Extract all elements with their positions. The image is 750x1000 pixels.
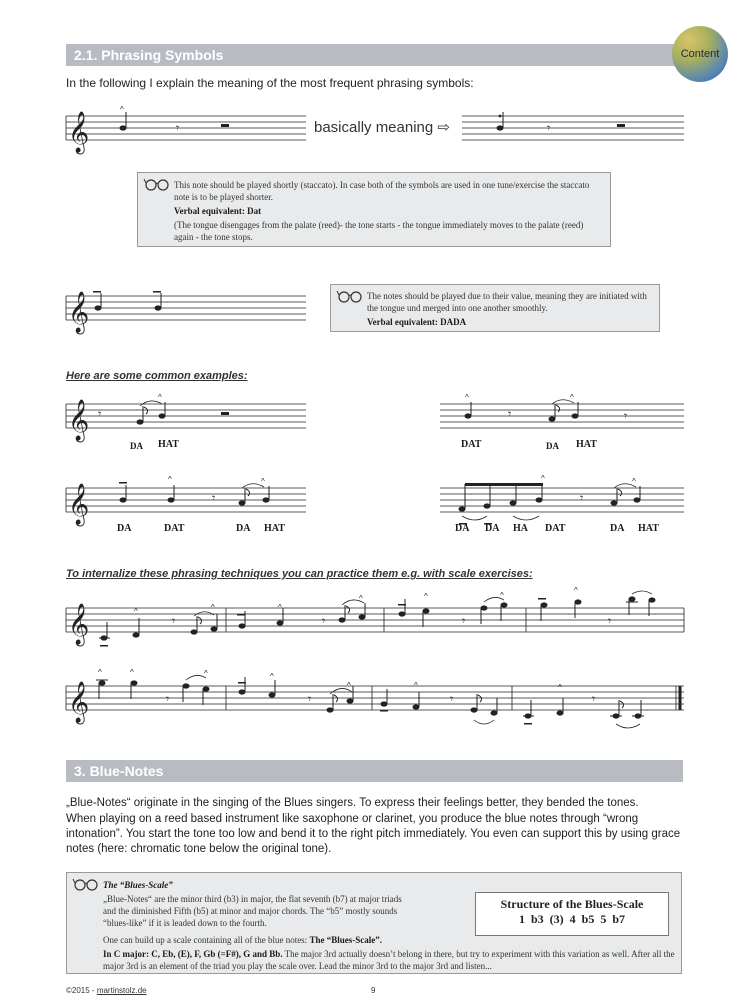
structure-value: 1 b3 (3) 4 b5 5 b7 <box>518 912 625 926</box>
svg-text:^: ^ <box>204 669 208 678</box>
tenuto-text: The notes should be played due to their value, meaning they are initiated with the tongue und merged into one another smoothly. <box>367 291 647 313</box>
svg-text:^: ^ <box>414 681 418 690</box>
svg-text:^: ^ <box>465 393 469 402</box>
blues-scale-explanation: The major 3rd actually doesn’t belong in there, but try to experiment with this variation as well. After all the major 3rd is an element of the triad you play the scale over. Lead the minor 3rd to the major 3rd and listen... <box>103 949 675 971</box>
copyright-text: ©2015 - <box>66 986 97 995</box>
svg-text:𝄾: 𝄾 <box>322 614 326 628</box>
content-button[interactable]: Content <box>672 26 728 82</box>
svg-text:^: ^ <box>570 393 574 402</box>
tenuto-verbal-value: DADA <box>440 317 467 327</box>
staff-accent-notes <box>66 106 306 152</box>
svg-text:𝄾: 𝄾 <box>592 692 596 706</box>
syllable: HAT <box>638 523 659 534</box>
svg-text:𝄾: 𝄾 <box>166 692 170 706</box>
syllable: HAT <box>576 439 597 450</box>
scale-exercise-staff-1 <box>66 586 684 660</box>
svg-text:𝄞: 𝄞 <box>68 484 90 525</box>
glasses-icon <box>144 177 170 191</box>
syllable: DAT <box>545 523 566 534</box>
blues-scale-structure-box <box>475 892 669 936</box>
scale-exercise-staff-2 <box>66 668 684 738</box>
svg-text:^: ^ <box>541 474 545 483</box>
svg-text:^: ^ <box>270 672 274 681</box>
blues-scale-build-text: One can build up a scale containing all of the blue notes: <box>103 935 310 945</box>
blue-notes-para-1: „Blue-Notes“ originate in the singing of the Blues singers. To express their feelings better, they bended the tones. <box>66 797 639 809</box>
svg-text:^: ^ <box>500 591 504 600</box>
blues-scale-name: The “Blues-Scale”. <box>309 935 382 945</box>
syllable: HAT <box>264 523 285 534</box>
blues-scale-title: The “Blues-Scale” <box>103 880 173 890</box>
glasses-icon <box>337 289 363 303</box>
scale-exercise-heading: To internalize these phrasing techniques you can practice them e.g. with scale exercises: <box>66 568 533 580</box>
syllable: DA <box>485 523 500 534</box>
glasses-icon <box>73 877 99 891</box>
svg-text:𝄾: 𝄾 <box>547 121 551 135</box>
staccato-verbal-equivalent: Verbal equivalent: Dat <box>174 206 262 216</box>
staff-tenuto-notes <box>66 286 306 332</box>
svg-text:^: ^ <box>211 603 215 612</box>
intro-text: In the following I explain the meaning of the most frequent phrasing symbols: <box>66 76 474 90</box>
staccato-info-box <box>137 172 611 247</box>
staccato-explanation: (The tongue disengages from the palate (reed)- the tone starts - the tongue immediately moves to the palate (reed) again - the tone stops. <box>174 220 584 242</box>
svg-text:^: ^ <box>424 592 428 601</box>
svg-text:𝄾: 𝄾 <box>176 121 180 135</box>
svg-text:𝄞: 𝄞 <box>68 112 90 153</box>
syllable: DA <box>130 441 143 451</box>
svg-text:𝄞: 𝄞 <box>68 400 90 441</box>
blues-scale-c-major: In C major: C, Eb, (E), F, Gb (=F#), G and Bb. <box>103 949 283 959</box>
syllable: HAT <box>158 439 179 450</box>
tenuto-verbal-label: Verbal equivalent: <box>367 317 438 327</box>
svg-text:𝄾: 𝄾 <box>508 407 512 421</box>
svg-text:^: ^ <box>130 668 134 677</box>
tenuto-info-box <box>330 284 660 332</box>
svg-text:^: ^ <box>278 603 282 612</box>
svg-text:𝄞: 𝄞 <box>68 604 90 645</box>
syllable: DA <box>117 523 132 534</box>
svg-text:^: ^ <box>347 681 351 690</box>
syllable: DAT <box>461 439 482 450</box>
svg-text:𝄾: 𝄾 <box>308 692 312 706</box>
svg-text:𝄞: 𝄞 <box>68 682 90 723</box>
svg-text:^: ^ <box>558 683 562 692</box>
syllable: HA <box>513 523 528 534</box>
svg-text:^: ^ <box>261 477 265 486</box>
staccato-text: This note should be played shortly (staccato). In case both of the symbols are used in one tune/exercise the staccato note is to be played shorter. <box>174 180 590 202</box>
svg-text:𝄾: 𝄾 <box>212 491 216 505</box>
svg-text:^: ^ <box>632 477 636 486</box>
section-title-phrasing-symbols: 2.1. Phrasing Symbols <box>66 44 683 66</box>
svg-text:𝄾: 𝄾 <box>172 614 176 628</box>
svg-text:𝄞: 𝄞 <box>68 292 90 333</box>
svg-text:^: ^ <box>359 594 363 603</box>
syllable: DA <box>236 523 251 534</box>
svg-text:𝄾: 𝄾 <box>624 409 628 423</box>
syllable: DA <box>455 523 470 534</box>
page-number: 9 <box>371 986 376 995</box>
structure-title: Structure of the Blues-Scale <box>500 897 644 911</box>
svg-text:𝄾: 𝄾 <box>450 692 454 706</box>
blues-scale-info-box <box>66 872 682 974</box>
examples-heading: Here are some common examples: <box>66 370 248 382</box>
syllable: DA <box>546 441 559 451</box>
syllable: DA <box>610 523 625 534</box>
blue-notes-para-2: When playing on a reed based instrument like saxophone or clarinet, you produce the blue notes through “wrong intonation”. You start the tone too low and bend it to the right pitch immediately. You even can support this by using grace notes (here: chromatic tone below the original tone). <box>66 813 681 855</box>
svg-text:^: ^ <box>158 393 162 402</box>
svg-text:𝄾: 𝄾 <box>98 407 102 421</box>
svg-text:^: ^ <box>134 607 138 616</box>
svg-text:𝄾: 𝄾 <box>608 614 612 628</box>
svg-text:𝄾: 𝄾 <box>462 614 466 628</box>
blues-scale-text: „Blue-Notes“ are the minor third (b3) in major, the flat seventh (b7) at major triads and the diminished Fifth (b5) at minor and major chords. The “b5” mostly sounds “blues-like” if it is leaded down to the fourth. <box>103 894 402 928</box>
meaning-label: basically meaning ⇨ <box>314 119 450 136</box>
example-staff-1 <box>66 394 306 454</box>
svg-text:𝄾: 𝄾 <box>580 491 584 505</box>
footer-site-link[interactable]: martinstolz.de <box>96 986 147 995</box>
section-title-blue-notes: 3. Blue-Notes <box>66 760 683 782</box>
staff-staccato-notes <box>462 106 684 152</box>
syllable: DAT <box>164 523 185 534</box>
svg-text:^: ^ <box>120 105 124 114</box>
svg-text:^: ^ <box>574 586 578 595</box>
footer-copyright <box>66 986 147 995</box>
svg-text:^: ^ <box>168 475 172 484</box>
svg-text:^: ^ <box>98 668 102 677</box>
